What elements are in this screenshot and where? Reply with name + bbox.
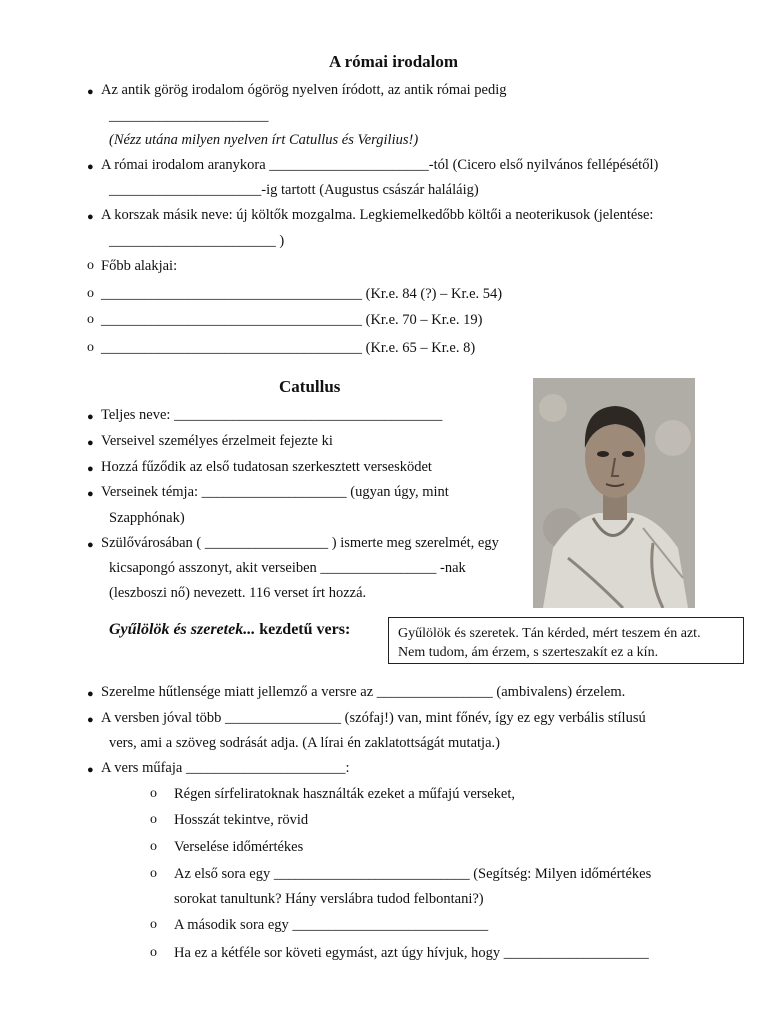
text-line: A versben jóval több ________________ (szófaj!) van, mint főnév, így ez egy verbális stílusú bbox=[101, 710, 646, 726]
text-line: kicsapongó asszonyt, akit verseiben ________________ -nak bbox=[109, 560, 466, 576]
sub-item: Verselése időmértékes bbox=[174, 839, 304, 855]
circle-bullet-icon: o bbox=[150, 839, 157, 854]
poem-heading-title: Gyűlölök és szeretek... bbox=[109, 621, 256, 638]
catullus-portrait bbox=[533, 378, 695, 608]
circle-bullet-icon: o bbox=[87, 312, 94, 327]
text-line: A korszak másik neve: új költők mozgalma. Legkiemelkedőbb költői a neoterikusok (jelentése: bbox=[101, 207, 654, 223]
text-line: (leszboszi nő) nevezett. 116 verset írt hozzá. bbox=[109, 585, 367, 601]
text-line: Teljes neve: _____________________________________ bbox=[101, 407, 443, 423]
hint-text: (Nézz utána milyen nyelven írt Catullus és Vergilius!) bbox=[109, 132, 419, 148]
quote-line: Nem tudom, ám érzem, s szerteszakít ez a kín. bbox=[398, 645, 659, 660]
circle-bullet-icon: o bbox=[150, 945, 157, 960]
sub-item: A második sora egy ___________________________ bbox=[174, 917, 489, 933]
text-line: Szülővárosában ( _________________ ) ismerte meg szerelmét, egy bbox=[101, 535, 499, 551]
text-line: Verseivel személyes érzelmeit fejezte ki bbox=[101, 433, 333, 449]
text-line: Hozzá fűződik az első tudatosan szerkesztett versesködet bbox=[101, 459, 432, 475]
circle-bullet-icon: o bbox=[150, 786, 157, 801]
sub-item: Hosszát tekintve, rövid bbox=[174, 812, 309, 828]
sub-item: Az első sora egy ___________________________ (Segítség: Milyen időmértékes bbox=[174, 866, 652, 882]
circle-bullet-icon: o bbox=[87, 286, 94, 301]
text-line: _____________________-ig tartott (Augustus császár haláláig) bbox=[109, 182, 479, 198]
circle-bullet-icon: o bbox=[150, 866, 157, 881]
blank-line: ______________________ bbox=[109, 108, 269, 124]
bullet-icon: ● bbox=[87, 86, 94, 98]
poem-quote-box bbox=[388, 617, 744, 664]
text-line: _______________________ ) bbox=[109, 233, 285, 249]
text-line: Főbb alakjai: bbox=[101, 258, 178, 274]
bullet-icon: ● bbox=[87, 161, 94, 173]
text-line: Szapphónak) bbox=[109, 510, 185, 526]
figure-line: ____________________________________ (Kr.e. 84 (?) – Kr.e. 54) bbox=[101, 286, 503, 302]
poem-heading bbox=[109, 621, 350, 639]
text-line: Az antik görög irodalom ógörög nyelven íródott, az antik római pedig bbox=[101, 82, 507, 98]
bullet-icon: ● bbox=[87, 539, 94, 551]
bullet-icon: ● bbox=[87, 411, 94, 423]
quote-line: Gyűlölök és szeretek. Tán kérded, mért teszem én azt. bbox=[398, 626, 701, 641]
sub-item: Régen sírfeliratoknak használták ezeket a műfajú verseket, bbox=[174, 786, 515, 802]
circle-bullet-icon: o bbox=[150, 917, 157, 932]
text-line: Szerelme hűtlensége miatt jellemző a versre az ________________ (ambivalens) érzelem. bbox=[101, 684, 626, 700]
page-title: A római irodalom bbox=[329, 52, 459, 71]
text-line: vers, ami a szöveg sodrását adja. (A lírai én zaklatottságát mutatja.) bbox=[109, 735, 500, 751]
circle-bullet-icon: o bbox=[87, 258, 94, 273]
text-line: Verseinek témja: ____________________ (ugyan úgy, mint bbox=[101, 484, 449, 500]
bullet-icon: ● bbox=[87, 488, 94, 500]
figure-line: ____________________________________ (Kr.e. 70 – Kr.e. 19) bbox=[101, 312, 483, 328]
sub-item: Ha ez a kétféle sor követi egymást, azt úgy hívjuk, hogy ____________________ bbox=[174, 945, 649, 961]
figure-line: ____________________________________ (Kr.e. 65 – Kr.e. 8) bbox=[101, 340, 476, 356]
circle-bullet-icon: o bbox=[150, 812, 157, 827]
text-line: A vers műfaja ______________________: bbox=[101, 760, 350, 776]
bullet-icon: ● bbox=[87, 211, 94, 223]
bullet-icon: ● bbox=[87, 437, 94, 449]
circle-bullet-icon: o bbox=[87, 340, 94, 355]
poem-heading-suffix: kezdetű vers: bbox=[255, 621, 351, 638]
text-line: A római irodalom aranykora ______________________-tól (Cicero első nyilvános fellépésétől) bbox=[101, 157, 659, 173]
bullet-icon: ● bbox=[87, 714, 94, 726]
bullet-icon: ● bbox=[87, 764, 94, 776]
section-title: Catullus bbox=[279, 377, 341, 396]
sub-item: sorokat tanultunk? Hány verslábra tudod felbontani?) bbox=[174, 891, 484, 907]
bullet-icon: ● bbox=[87, 688, 94, 700]
bullet-icon: ● bbox=[87, 463, 94, 475]
